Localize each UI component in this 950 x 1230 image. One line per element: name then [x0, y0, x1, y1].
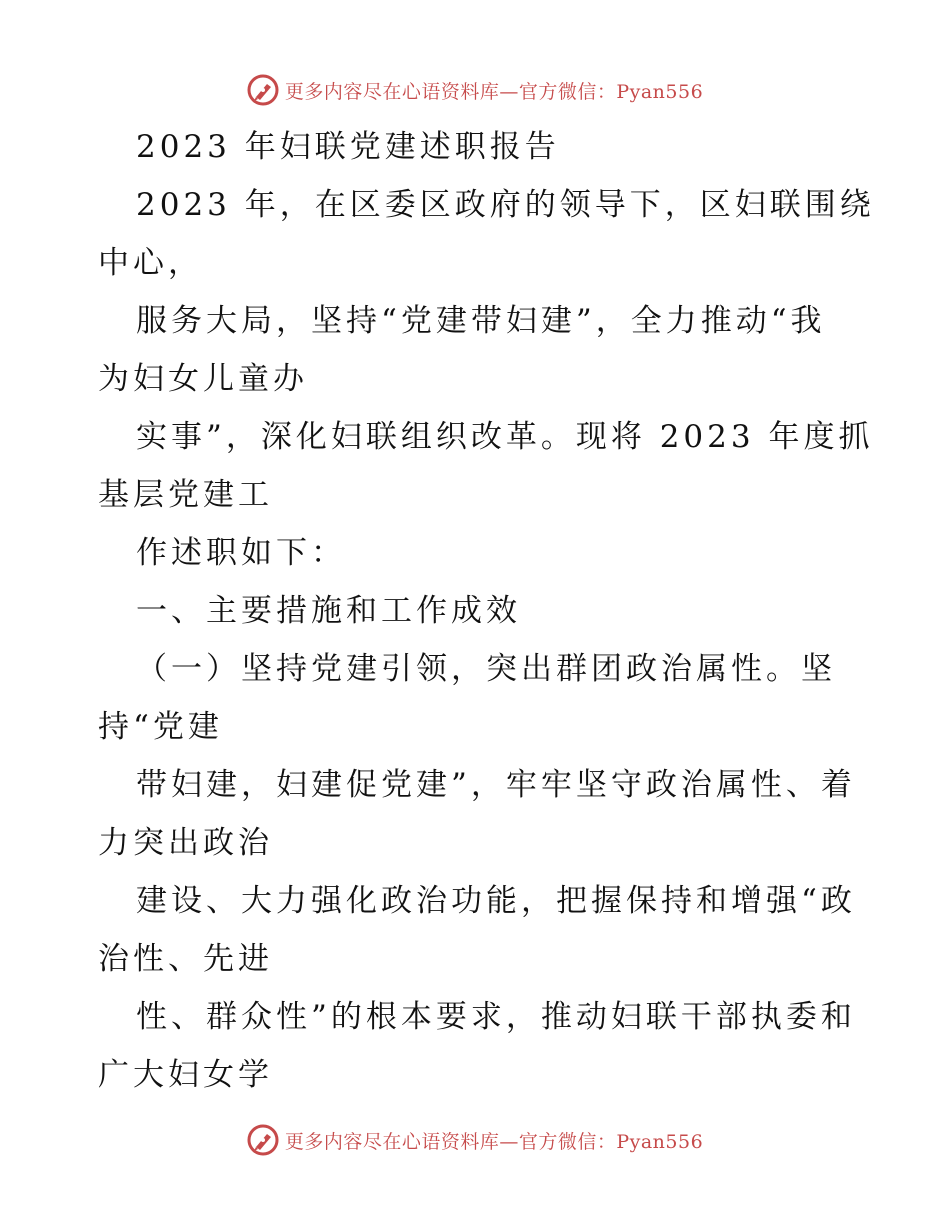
text-line: 一、主要措施和工作成效: [136, 593, 521, 629]
text-line: 性、群众性”的根本要求，推动妇联干部执委和: [136, 999, 856, 1035]
text-line: 2023 年，在区委区政府的领导下，区妇联围绕: [136, 187, 875, 223]
text-line: 力突出政治: [98, 825, 273, 861]
text-line: 带妇建，妇建促党建”，牢牢坚守政治属性、着: [136, 767, 856, 803]
text-line: 服务大局，坚持“党建带妇建”，全力推动“我: [136, 303, 826, 339]
text-line: 基层党建工: [98, 477, 273, 513]
text-line: 治性、先进: [98, 941, 273, 977]
text-line: （一）坚持党建引领，突出群团政治属性。坚: [136, 651, 836, 687]
footer-watermark: [0, 1120, 950, 1160]
text-line: 为妇女儿童办: [98, 361, 308, 397]
pen-logo-icon: [247, 74, 279, 106]
text-line: 中心，: [98, 245, 203, 281]
watermark-text: 更多内容尽在心语资料库—官方微信：Pyan556: [284, 80, 704, 103]
watermark-text: 更多内容尽在心语资料库—官方微信：Pyan556: [284, 1130, 704, 1153]
pen-logo-icon: [247, 1124, 279, 1156]
text-line: 实事”，深化妇联组织改革。现将 2023 年度抓: [136, 419, 874, 455]
header-watermark: [0, 70, 950, 110]
text-line: 作述职如下：: [136, 535, 346, 571]
text-line: 广大妇女学: [98, 1057, 273, 1093]
text-line: 建设、大力强化政治功能，把握保持和增强“政: [136, 883, 856, 919]
text-line: 2023 年妇联党建述职报告: [136, 129, 560, 165]
document-body: [98, 118, 875, 1104]
text-line: 持“党建: [98, 709, 223, 745]
